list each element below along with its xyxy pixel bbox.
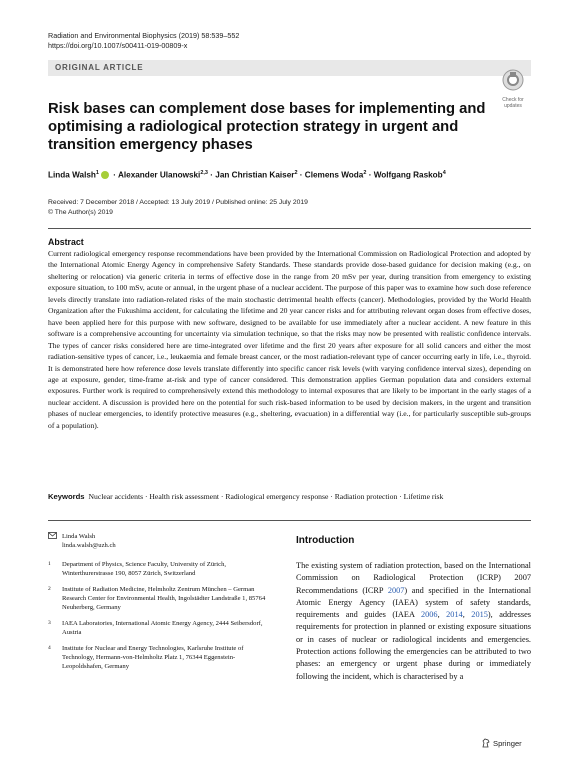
affiliation-mark: 2 bbox=[294, 170, 298, 176]
article-dates bbox=[48, 198, 308, 218]
affiliation-text: IAEA Laboratories, International Atomic Energy Agency, 2444 Seibersdorf, Austria bbox=[62, 620, 263, 636]
author-name[interactable]: · Clemens Woda bbox=[299, 170, 364, 180]
affiliation-mark: 2 bbox=[363, 170, 367, 176]
divider bbox=[48, 520, 531, 521]
intro-segment: ), addresses requirements for protection in planned or existing exposure situations or in cases of nuclear or radiological incidents and emergencies. Protection actions following the emergencies can be attributed to two phases: an emergency or urgent phase during or immediately following the incident, which is characterised by a bbox=[296, 610, 531, 681]
keywords-label: Keywords bbox=[48, 492, 85, 501]
doi-link[interactable]: https://doi.org/10.1007/s00411-019-00809-x bbox=[48, 41, 188, 50]
citation-link[interactable]: 2015 bbox=[471, 610, 488, 620]
abstract-heading: Abstract bbox=[48, 237, 84, 247]
article-type-badge bbox=[48, 60, 531, 76]
keywords-list: Nuclear accidents · Health risk assessment · Radiological emergency response · Radiation protection · Lifetime risk bbox=[88, 492, 444, 501]
affiliation-2 bbox=[48, 585, 276, 612]
affiliation-mark: 4 bbox=[442, 170, 446, 176]
citation-link[interactable]: 2014 bbox=[446, 610, 463, 620]
crossmark-line1: Check for bbox=[502, 97, 524, 103]
contact-name: Linda Walsh bbox=[62, 533, 96, 540]
divider bbox=[48, 228, 531, 229]
orcid-icon[interactable] bbox=[101, 171, 109, 179]
crossmark-icon bbox=[496, 68, 530, 92]
envelope-icon bbox=[48, 532, 57, 543]
affiliation-text: Institute for Nuclear and Energy Technologies, Karlsruhe Institute of Technology, Hermann-von-Helmholtz Platz 1, 76344 Eggenstein-Leopoldshafen, Germany bbox=[62, 645, 244, 670]
introduction-heading: Introduction bbox=[296, 535, 355, 546]
article-type-label: ORIGINAL ARTICLE bbox=[55, 63, 144, 72]
affiliation-text: Institute of Radiation Medicine, Helmholtz Zentrum München – German Research Center for Environmental Health, Ingolstädter Landstraße 1, 85764 Neuherberg, Germany bbox=[62, 586, 266, 611]
intro-segment: The existing system of radiation protection, based on the International Commission on Radiological Protection (ICRP) 2007 Recommendations (ICRP bbox=[296, 561, 531, 595]
crossmark-line2: updates bbox=[504, 103, 522, 109]
affiliation-4 bbox=[48, 644, 276, 671]
citation-link[interactable]: 2006 bbox=[420, 610, 438, 620]
journal-header bbox=[48, 31, 239, 51]
article-title: Risk bases can complement dose bases for implementing and optimising a radiological protection strategy in urgent and transition emergency phases bbox=[48, 101, 486, 153]
publisher-logo bbox=[481, 738, 522, 748]
author-name[interactable]: · Jan Christian Kaiser bbox=[210, 170, 295, 180]
copyright: © The Author(s) 2019 bbox=[48, 209, 113, 216]
citation-link[interactable]: 2007 bbox=[387, 585, 405, 595]
affiliation-mark: 1 bbox=[48, 561, 51, 567]
contact-author bbox=[48, 532, 276, 550]
affiliation-1 bbox=[48, 560, 276, 578]
affiliation-mark: 2,3 bbox=[200, 170, 208, 176]
author-name[interactable]: · Wolfgang Raskob bbox=[368, 170, 443, 180]
affiliation-mark: 1 bbox=[95, 170, 99, 176]
crossmark-badge[interactable] bbox=[496, 68, 530, 108]
author-list bbox=[48, 170, 538, 180]
contact-email[interactable]: linda.walsh@uzh.ch bbox=[62, 542, 116, 549]
publisher-name: Springer bbox=[493, 739, 522, 748]
intro-segment: , bbox=[462, 610, 472, 620]
springer-horse-icon bbox=[481, 738, 491, 748]
intro-segment: ) and specified in the International Atomic Energy Agency (IAEA) system of safety standards, requirements and guides (IAEA bbox=[296, 585, 531, 620]
abstract-text: Current radiological emergency response recommendations have been provided by the International Commission on Radiological Protection and adopted by the International Atomic Energy Agency in comprehensive Safety Standards. These standards provide dose-based guidance for decision making (e.g., on sheltering or relocation) via generic criteria in terms of effective dose in the range from 20 mSv per year, during transition from emergency to existing exposure situation, to 100 mSv, acute or annual, in the urgent phase of a nuclear accident. The purpose of this paper was to examine how such dose reference levels directly translate into radiation-related risks of the main stochastic detrimental health effects (cancer). Methodologies, provided by the World Health Organization after the Fukushima accident, for calculating the lifetime and 20 year cancer risks and for attributing relevant organ doses from effective doses, have been applied here for this purpose with new software, designed to be available for use immediately after a nuclear accident. A new feature in this software is a comprehensive accounting for uncertainty via simulation technique, so that the risks may now be presented with realistic confidence intervals. The types of cancer risks considered here are time-integrated over lifetime and the first 20 years after exposure for all solid cancers and either the most radiation-sensitive types of cancer, i.e., leukaemia and female breast cancer, or the most radiation-relevant type of cancer occurring early in life, i.e., thyroid. It is demonstrated here how reference dose levels translate differently into specific cancer risk levels (with varying confidence interval sizes), depending on age at exposure, gender, time-frame at-risk and type of cancer considered. This demonstration applies German population data and considers external exposures. Further work is required to comprehensively extend this methodology to internal exposures that are likely to be important in the early stages of a nuclear accident. A discussion is provided here on the potential for such risk-based information to be used by decision makers, in the urgent and transition phases of nuclear emergencies, to identify protective measures (e.g., sheltering, evacuation) in a differential way (i.e., for particularly susceptible sub-groups of a population). bbox=[48, 249, 531, 430]
affiliation-3 bbox=[48, 619, 276, 637]
journal-citation: Radiation and Environmental Biophysics (2019) 58:539–552 bbox=[48, 31, 240, 40]
keywords bbox=[48, 491, 531, 502]
history-dates: Received: 7 December 2018 / Accepted: 13 July 2019 / Published online: 25 July 2019 bbox=[48, 199, 308, 206]
affiliation-mark: 3 bbox=[48, 620, 51, 626]
affiliation-mark: 2 bbox=[48, 586, 51, 592]
affiliation-text: Department of Physics, Science Faculty, University of Zürich, Winterthurerstrasse 190, 8057 Zürich, Switzerland bbox=[62, 561, 227, 577]
author-name[interactable]: · Alexander Ulanowski bbox=[113, 170, 201, 180]
intro-segment: , bbox=[437, 610, 447, 620]
affiliation-mark: 4 bbox=[48, 645, 51, 651]
author-name[interactable]: Linda Walsh bbox=[48, 170, 96, 180]
introduction-text bbox=[296, 560, 531, 683]
author-footnotes bbox=[48, 532, 276, 678]
